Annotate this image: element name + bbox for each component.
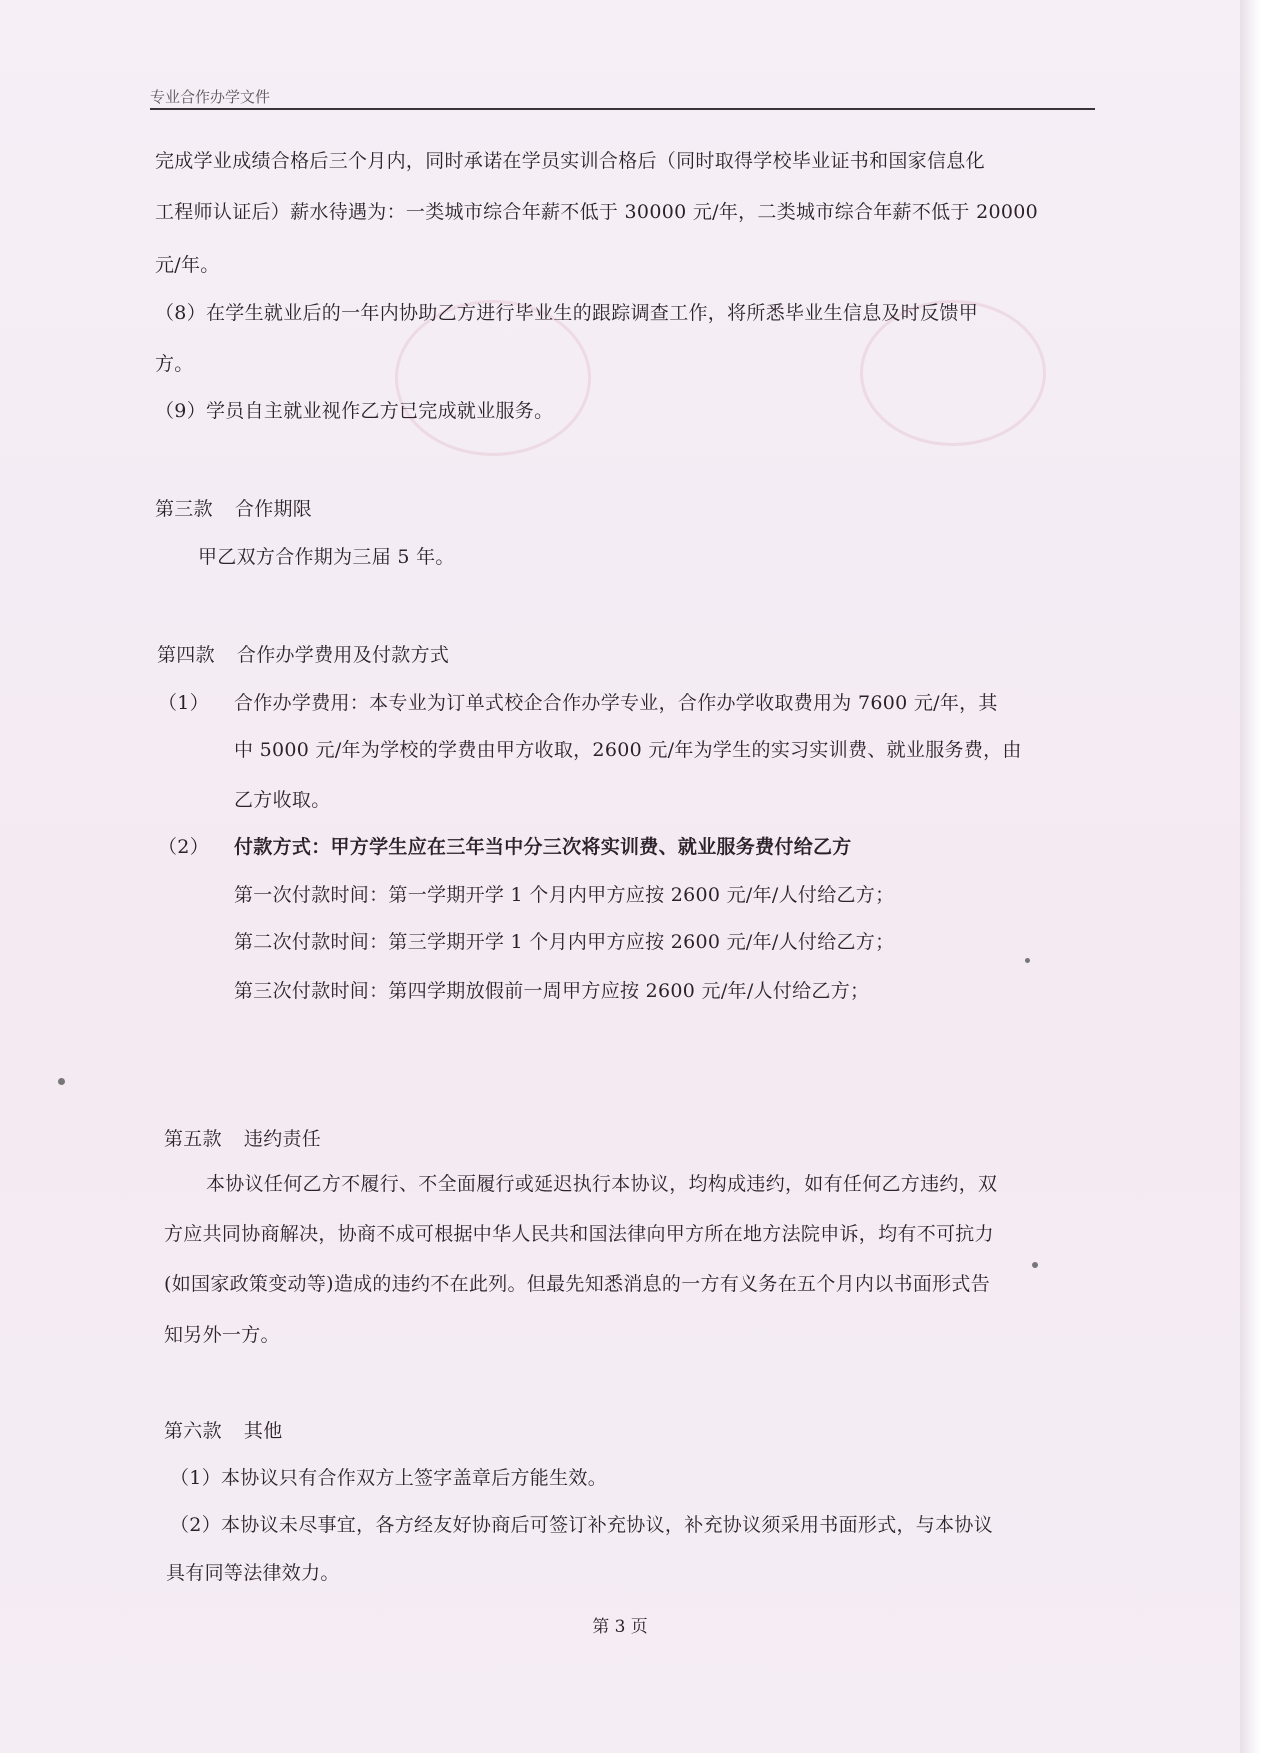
clause-3-title: 合作期限 (234, 498, 313, 520)
header-rule (150, 108, 1095, 110)
item-8-line-2: 方。 (155, 353, 194, 375)
clause-4-payment-1: 第一次付款时间：第一学期开学 1 个月内甲方应按 2600 元/年/人付给乙方； (234, 884, 895, 906)
page-number: 第 3 页 (592, 1617, 648, 1637)
clause-4-payment-3: 第三次付款时间：第四学期放假前一周甲方应按 2600 元/年/人付给乙方； (234, 980, 870, 1002)
clause-4-title: 合作办学费用及付款方式 (236, 644, 450, 666)
scan-speck (1025, 958, 1030, 963)
clause-6-item-2-line-2: 具有同等法律效力。 (166, 1562, 340, 1584)
clause-4-item-1-number: （1） (158, 692, 209, 714)
clause-5-number: 第五款 (164, 1128, 222, 1150)
clause-6-title: 其他 (243, 1420, 283, 1442)
clause-6-heading (164, 1418, 283, 1444)
clause-4-item-2-line-1: 付款方式：甲方学生应在三年当中分三次将实训费、就业服务费付给乙方 (234, 836, 852, 858)
clause-4-item-1-line-2: 中 5000 元/年为学校的学费由甲方收取，2600 元/年为学生的实习实训费、就业服务费，由 (234, 739, 1022, 761)
item-8-line-1: （8）在学生就业后的一年内协助乙方进行毕业生的跟踪调查工作，将所悉毕业生信息及时反馈甲 (155, 302, 978, 324)
clause-3-body: 甲乙双方合作期为三届 5 年。 (198, 546, 455, 568)
clause-4-number: 第四款 (157, 644, 215, 666)
clause-5-line-4: 知另外一方。 (164, 1324, 280, 1346)
clause-3-heading (155, 496, 312, 522)
scan-edge (1240, 0, 1275, 1753)
clause-4-heading (157, 642, 449, 668)
clause-6-item-1: （1）本协议只有合作双方上签字盖章后方能生效。 (170, 1467, 607, 1489)
clause-4-item-1-line-1: 合作办学费用：本专业为订单式校企合作办学专业，合作办学收取费用为 7600 元/年，其 (234, 692, 998, 714)
clause-4-item-1-line-3: 乙方收取。 (234, 789, 331, 811)
page-header: 专业合作办学文件 (150, 88, 271, 106)
clause-5-line-1: 本协议任何乙方不履行、不全面履行或延迟执行本协议，均构成违约，如有任何乙方违约，双 (206, 1173, 998, 1195)
scan-speck (1032, 1262, 1038, 1268)
clause-5-line-3: (如国家政策变动等)造成的违约不在此列。但最先知悉消息的一方有义务在五个月内以书面形式告 (164, 1273, 991, 1295)
item-9-line-1: （9）学员自主就业视作乙方已完成就业服务。 (155, 400, 554, 422)
clause-6-item-2-line-1: （2）本协议未尽事宜，各方经友好协商后可签订补充协议，补充协议须采用书面形式，与本协议 (170, 1514, 993, 1536)
clause-6-number: 第六款 (164, 1420, 222, 1442)
intro-line-1: 完成学业成绩合格后三个月内，同时承诺在学员实训合格后（同时取得学校毕业证书和国家信息化 (155, 150, 985, 172)
intro-line-2: 工程师认证后）薪水待遇为：一类城市综合年薪不低于 30000 元/年，二类城市综合年薪不低于 20000 (155, 201, 1039, 223)
clause-3-number: 第三款 (155, 498, 213, 520)
clause-5-line-2: 方应共同协商解决，协商不成可根据中华人民共和国法律向甲方所在地方法院申诉，均有不可抗力 (164, 1223, 994, 1245)
clause-5-title: 违约责任 (243, 1128, 322, 1150)
clause-4-item-2-number: （2） (158, 836, 209, 858)
scan-speck (58, 1078, 65, 1085)
clause-4-payment-2: 第二次付款时间：第三学期开学 1 个月内甲方应按 2600 元/年/人付给乙方； (234, 931, 895, 953)
clause-5-heading (164, 1126, 321, 1152)
intro-line-3: 元/年。 (155, 254, 220, 276)
